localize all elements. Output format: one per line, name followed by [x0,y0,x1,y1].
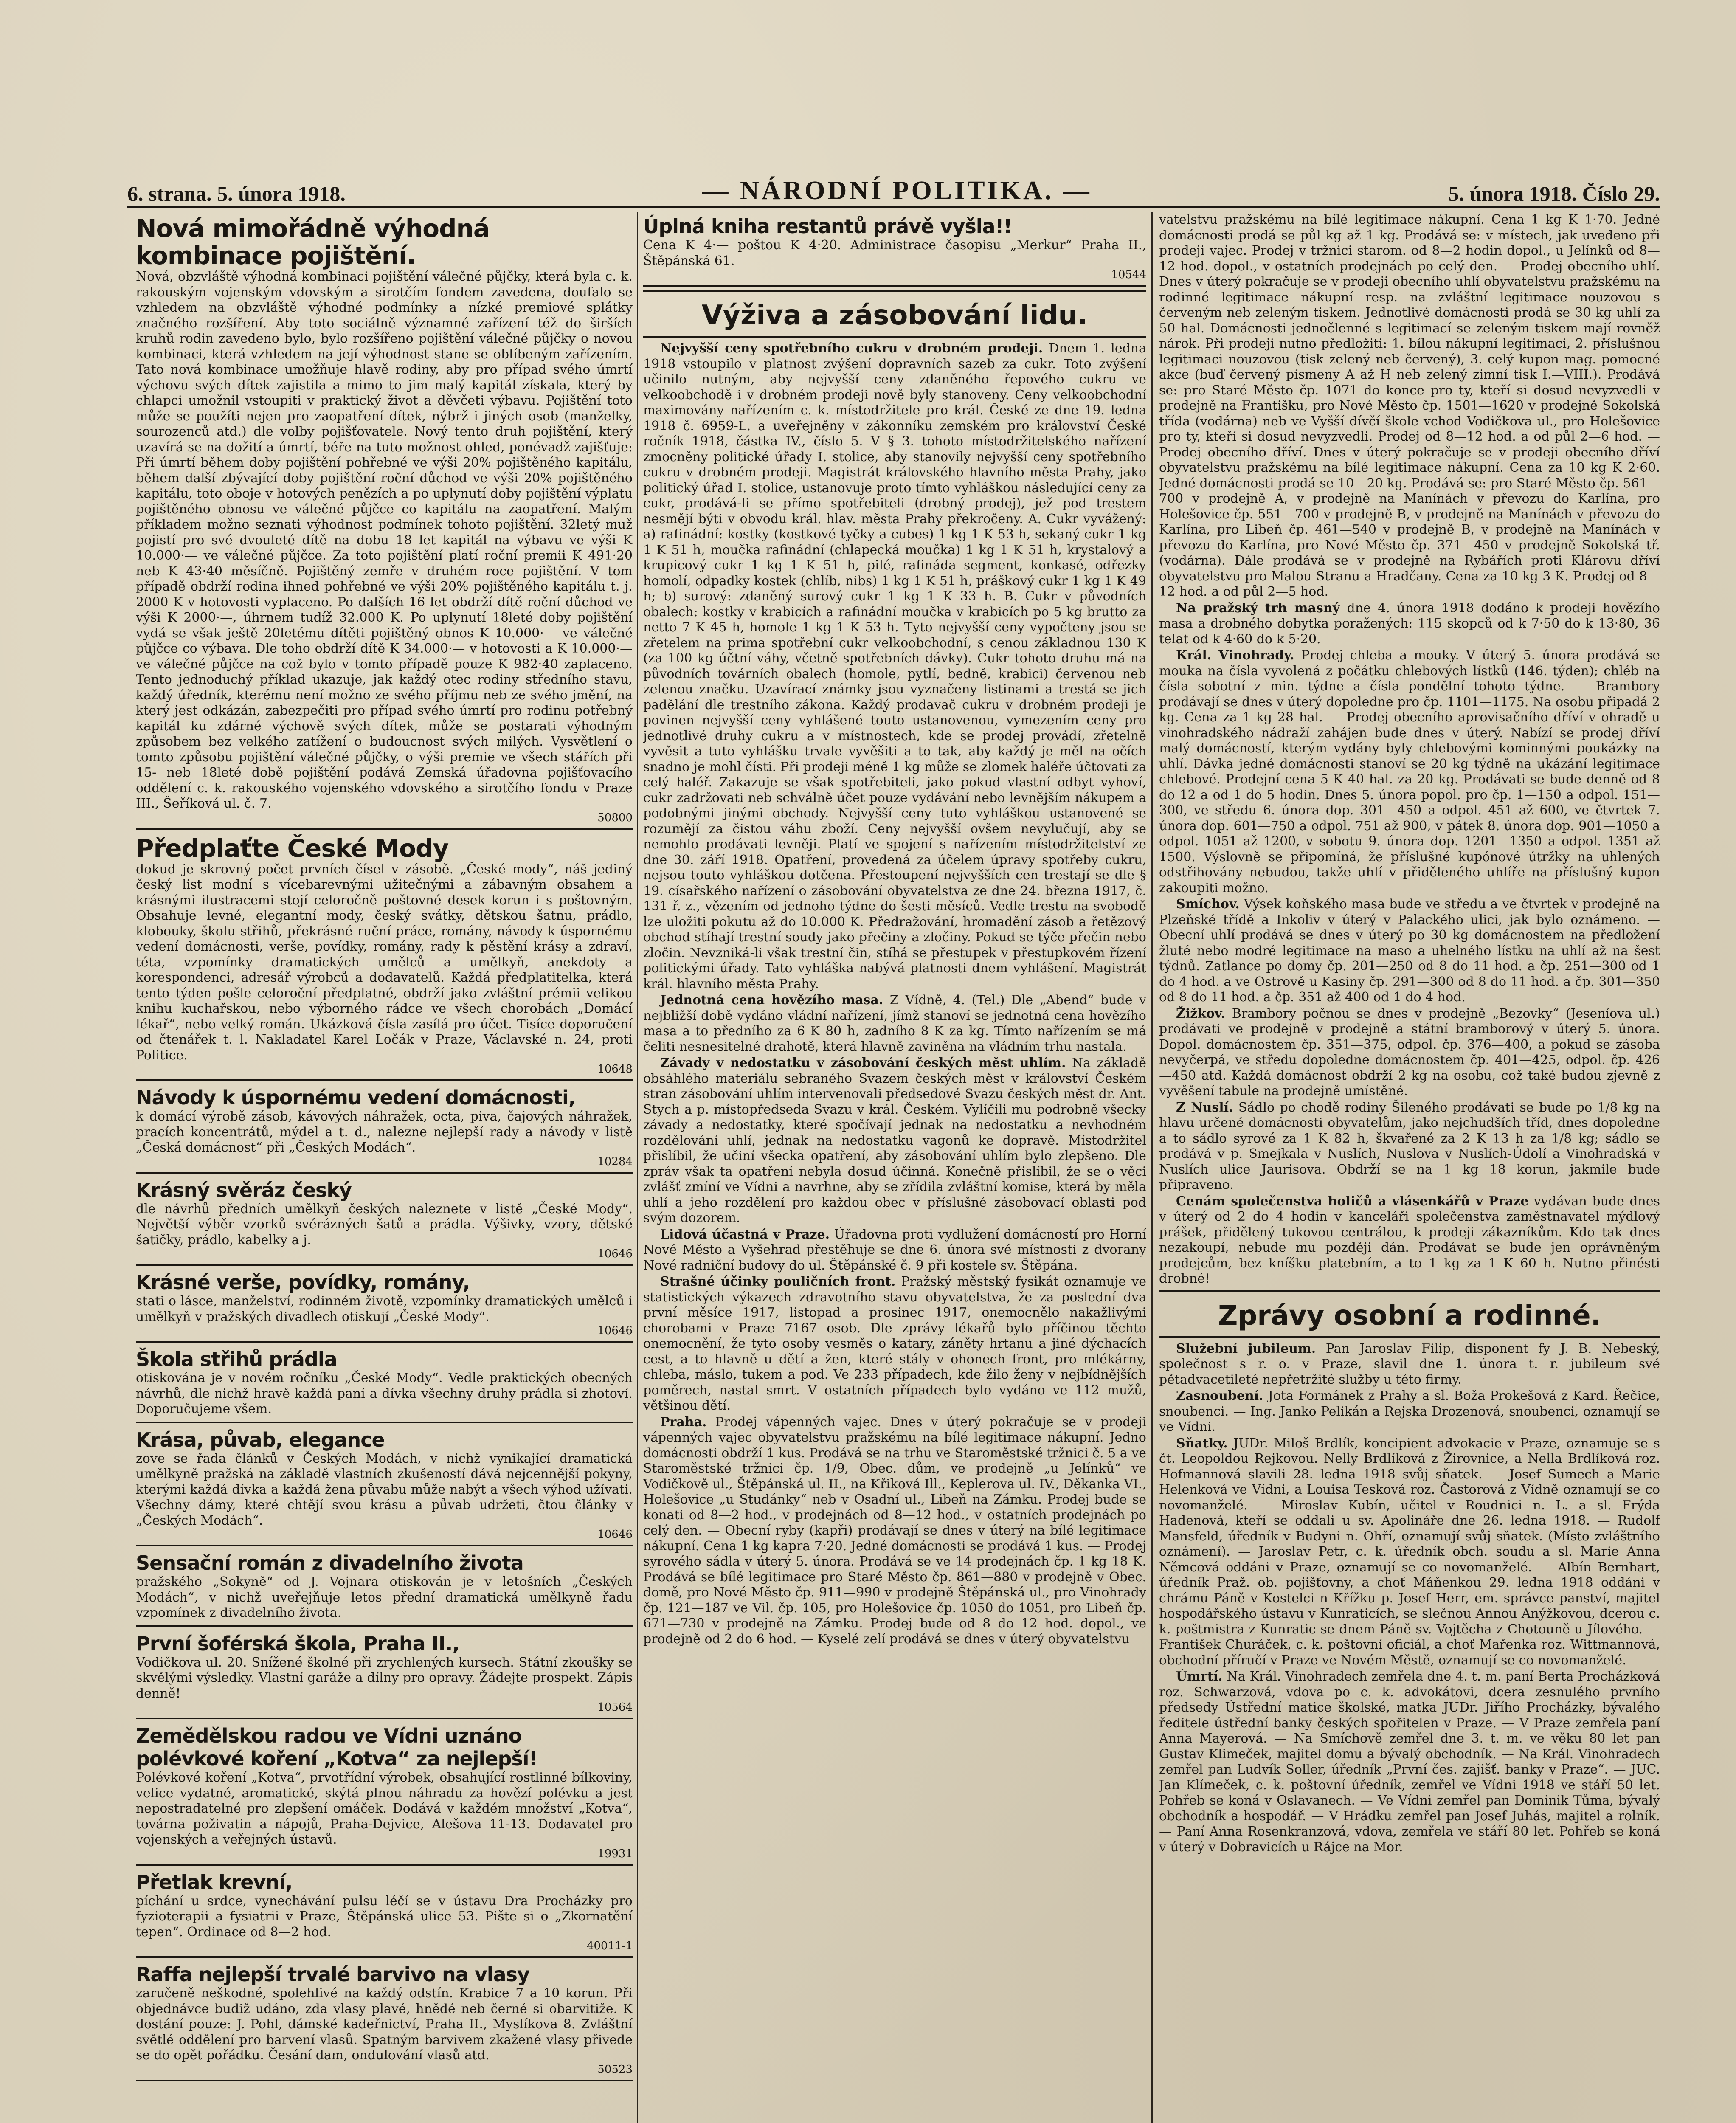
article-lead: Smíchov. [1176,897,1240,912]
ad-body: otiskována je v novém ročníku „České Mody“. Vedle praktických obecných návrhů, dle nichž hravě každá paní a dívka všechny druhy prádla si zhotoví. Doporučujeme všem. [136,1371,633,1416]
ad-number: 10646 [597,1247,633,1260]
article-lead: Král. Vinohrady. [1176,648,1294,663]
article-text: Na základě obsáhlého materiálu sebraného Svazem českých měst v království Českém stran zásobování uhlím intervenovali předsedové Svazu českých měst dr. Ant. Stych a p. místopředseda Svazu v král. Českém. Vylíčili mu podrobně všecky závady a nedostatky, které spočívají jednak na nedostatku a nevhodném rozdělování uhlí, jednak na nedostatku vagonů ke dopravě. Místodržitel přislíbil, že učiní všecka opatření, aby zásobování uhlím bylo zlepšeno. Dle zpráv však ta opatření nebyla dosud účinná. Konečně přislíbil, že se o věci zvlášť zmíní ve Vídni a navrhne, aby se zřídila zvláštní komise, která by měla uhlí a jeho rozdělení pro každou obec v příslušné zásobovací oblasti pod svým dozorem. [643,1056,1146,1225]
article-text: Pražský městský fysikát oznamuje ve statistických výkazech zdravotního stavu obyvatelstva, že za poslední dva první měsíce 1917, listopad a prosinec 1917, onemocnělo nakažlivými chorobami v Praze 7167 osob. Dle zprávy lékařů bylo příčinou těchto onemocnění, že tyto osoby vesměs o katary, záněty hrtanu a jiné dýchacích cest, a to hlavně u dětí a žen, které stály v ohonech front, pro mlékárny, chleba, máslo, tukem a pod. Ve 233 případech, kde žilo ženy v nejbídnějších poměrech, nastal smrt. V ostatních případech bylo vydáno ve 112 mužů, většinou dětí. [643,1274,1146,1413]
article-sugar [643,341,1146,992]
ad-body: dle návrhů předních umělkyň českých naleznete v listě „České Mody“. Největší výběr vzorků svérázných šatů a prádla. Výšivky, vzory, dětské šatičky, prádlo, kabelky a j. [136,1201,633,1247]
article-text: Úřadovna proti vydlužení domácností pro Horní Nové Město a Vyšehrad přestěhuje se dne 6. února své místnosti z dvorany Nové radniční budovy do ul. Štěpánské č. 9 při kostele sv. Štěpána. [643,1227,1146,1273]
ad-heading: Sensační román z divadelního života [136,1551,523,1574]
ad-heading: Návody k úspornému vedení domácnosti, [136,1086,576,1109]
article-beef [643,993,1146,1055]
article-text: Na Král. Vinohradech zemřela dne 4. t. m. paní Berta Procházková roz. Schwarzová, vdova po c. k. advokátovi, dcera zesnulého prvního předsedy Ústřední matice školské, matka JUDr. Jiřího Procházky, bývalého ředitele ústřední banky českých spořitelen v Praze. — V Praze zemřela paní Anna Mayerová. — Na Smíchově zemřel dne 3. t. m. ve věku 80 let pan Gustav Klimeček, majitel domu a bývalý obchodník. — Na Král. Vinohradech zemřel pan Ludvík Soller, úředník „První čes. zajišť. banky v Praze“. — JUC. Jan Klímeček, c. k. poštovní úředník, zemřel ve Vídni 1918 ve stáří 50 let. Pohřeb se koná v Oslavanech. — Ve Vídni zemřel pan Dominik Tůma, bývalý obchodník a hospodář. — V Hrádku zemřel pan Josef Juhás, majitel a rolník. — Paní Anna Rosenkranzová, vdova, zemřela ve stáří 80 let. Pohřeb se koná v úterý v Dobravicích u Rájce na Mor. [1159,1669,1660,1855]
ad-heading: Krásný svěráz český [136,1178,352,1202]
article-barbers [1159,1194,1660,1287]
article-lead: Cenám společenstva holičů a vlásenkářů v Praze [1176,1194,1529,1209]
article-text: dne 4. února 1918 dodáno k prodeji hovězího masa a drobného dobytka poražených: 115 skopců od k 7·50 do k 13·80, 36 telat od k 4·60 do k 5·20. [1159,600,1660,647]
ad-navody [136,1084,633,1174]
ad-heading: Raffa nejlepší trvalé barvivo na vlasy [136,1963,529,1986]
masthead [127,168,1660,208]
article-coal [643,1056,1146,1226]
section-title-vyziva: Výživa a zásobování lidu. [701,300,1088,331]
column-rule-1 [637,212,638,2123]
ad-skola-strihu [136,1345,633,1423]
article-lead: Jednotná cena hovězího masa. [660,993,883,1008]
article-text: Jota Formánek z Prahy a sl. Boža Prokešová z Kard. Řečice, snoubenci. — Ing. Janko Pelikán a Rejska Drozenová, snoubenci, oznamují se ve Vídni. [1159,1388,1660,1434]
article-queues [643,1274,1146,1414]
article-text: Výsek koňského masa bude ve středu a ve čtvrtek v prodejně na Plzeňské třídě a Inkoliv v úterý v Palackého ulici, jak bylo oznámeno. — Obecní uhlí prodává se dnes v úterý po 30 kg domácnostem na předložení žluté nebo modré legitimace na maso a uhelného lístku na uhlí až na šest týdnů. Zatlance po domy čp. 201—250 od 8 do 11 hod. a čp. 251—300 od 1 do 4 hod. a ve Ostrově u Kasiny čp. 291—300 od 8 do 11 hod. a čp. 301—350 od 8 do 11 hod. a čp. 351 až 400 od 1 do 4 hod. [1159,897,1660,1005]
personal-deaths [1159,1669,1660,1855]
section-title-zpravy: Zprávy osobní a rodinné. [1218,1300,1601,1332]
ad-body: k domácí výrobě zásob, kávových náhražek, octa, piva, čajových náhražek, pracích koncentrátů, mýdel a t. d., nalezne nejlepší rady a návody v listě „Česká domácnost“ při „Českých Modách“. [136,1109,633,1155]
ad-heading: Krása, půvab, elegance [136,1428,385,1451]
article-smichov [1159,897,1660,1005]
ad-body: Nová, obzvláště výhodná kombinaci pojištění válečné půjčky, která byla c. k. rakouským vojenským vdovským a sirotčím fondem zavedena, doufalo se vzhledem na obzvláště výhodné podmínky a nízké premiové splátky značného rozšíření. Aby toto sociálně významné zařízení též do širších kruhů rodin zavedeno bylo, bylo rozšířeno pojištění válečné půjčky o novou kombinaci, která vzhledem na její výhodnost stane se oblíbeným zařízením. Tato nová kombinace umožňuje hlavě rodiny, aby pro případ svého úmrtí výchovu svých dítek zajistila a mimo to jim malý kapitál získala, který by chlapci umožnil vstoupiti v praktický život a děvčeti výbavu. Pojištění toto může se použíti nejen pro zaopatření dítek, nýbrž i jiných osob (manželky, sourozenců atd.) dle volby pojišťovatele. Nový tento druh pojištění, který uzavírá se na dožití a úmrtí, béře na tuto možnost ohled, ponévadž zajišťuje: Při úmrtí během doby pojištění pohřebné ve výši 20% pojištěného kapitálu, během další zbývající doby pojištění roční důchod ve výši 20% pojištěného kapitálu, toto oboje v hotových penězích a po uplynutí doby pojištění výplatu pojištěného obnosu ve válečné půjčce co kapitálu na zaopatření. Malým příkladem možno seznati výhodnost podmínek tohoto pojištění. 32letý muž pojistí pro své dvouleté dítě na dobu 18 let kapitál na výbavu ve výši K 10.000·— ve válečné půjčce. Za toto pojištění platí roční premii K 491·20 neb K 43·40 měsíčně. Pojištěný zemře v druhém roce pojištění. V tom případě obdrží rodina ihned pohřebné ve výši 20% pojištěného kapitálu t. j. 2000 K v hotovosti vyplaceno. Po dalších 16 let obdrží dítě roční důchod ve výši K 2000·—, úhrnem tudíž 32.000 K. Po uplynutí 18leté doby pojištění vydá se však ještě 20letému dítěti pojištěný obnos K 10.000·— ve válečné půjčce co výbava. Dle toho obdrží dítě K 34.000·— v hotovosti a K 10.000·— ve válečné půjčce na což bylo v tomto případě pouze K 982·40 zaplaceno. Tento jednoduchý příklad ukazuje, jak každý otec rodiny středního stavu, každý úředník, kterému není možno ze svého příjmu neb ze svého jmění, na který jest odkázán, zabezpečiti pro případ svého úmrtí pro rodinu potřebný kapitál ku zdárné výchově svých dítek, může se postarati výhodným způsobem bez velkého zatížení o budoucnost svých milých. Vysvětlení o tomto způsobu pojištění válečné půjčky, o výši premie ve všech stářích při 15- neb 18leté době pojištění podává Zemská úřadovna pojišťovacího oddělení c. k. rakouského vojenského vdovského a sirotčího fondu v Praze III., Šeříková ul. č. 7. [136,269,633,811]
ad-number: 40011-1 [586,1940,633,1952]
ad-body: Vodičkova ul. 20. Snížené školné při zrychlených kursech. Státní zkoušky se skvělými výsledky. Vlastní garáže a dílny pro opravy. Žádejte prospekt. Zápis denně! [136,1655,633,1701]
ad-kotva [136,1722,633,1866]
column-rule-2 [1151,212,1153,2123]
ad-number: 19931 [597,1847,633,1860]
article-text: Dnem 1. ledna 1918 vstoupilo v platnost zvýšení dopravních sazeb za cukr. Toto zvýšení učinilo nutným, aby nejvyšší ceny zdaněného řepového cukru ve velkoobchodě i v drobném prodeji nově byly stanoveny. Ceny velkoobchodní maximovány nařízením c. k. místodržitele pro král. České ze dne 19. ledna 1918 č. 6959-L. a uveřejněny v zákonníku zemském pro království České ročník 1918, částka IV., číslo 5. V § 3. tohoto místodržitelského nařízení zmocněny politické úřady I. stolice, aby stanovily nejvyšší ceny spotřebního cukru v drobném prodeji. Magistrát královského hlavního města Prahy, jako politický úřad I. stolice, ustanovuje proto tímto vyhláškou následující ceny za cukr, prodává-li se přímo spotřebiteli (drobný prodej), jež pod trestem nesmějí býti v obvodu král. hlav. města Prahy překročeny. A. Cukr vyvážený: a) rafinádní: kostky (kostkové tyčky a cubes) 1 kg 1 K 53 h, sekaný cukr 1 kg 1 K 51 h, moučka rafinádní (chlapecká moučka) 1 kg 1 K 51 h, krystalový a krupicový cukr 1 kg 1 K 51 h, pilé, rafináda segment, konkasé, odřezky homolí, odpadky kostek (chlíb, nibs) 1 kg 1 K 51 h, práškový cukr 1 kg 1 K 49 h; b) surový: zdaněný surový cukr 1 kg 1 K 33 h. B. Cukr v původních obalech: kostky v krabicích a rafinádní moučka v krabicích po 5 kg brutto za netto 7 K 45 h, homole 1 kg 1 K 53 h. Tyto nejvyšší ceny vypočteny jsou se zřetelem na prima spotřební cukr velkoobchodní, s cenou základnou 130 K (za 100 kg účtní váhy, včetně spotřebních dávky). Cukr tohoto druhu má na původních továrních obalech (homole, pytlí, bedně, krabici) červenou neb zelenou značku. Uzavírací známky jsou vyznačeny listinami a trestá se jich padělání dle trestního zákona. Každý prodavač cukru v drobném prodeji je povinen nejvyšší ceny vyhlášené touto ustanovenou, vymezením ceny pro jednotlivé druhy cukru a v místnostech, kde se prodej provádí, zřetelně vyvěsit a tuto vyhlášku trvale vyvěšiti a to tak, aby každý je měl na očích snadno je mohl čísti. Při prodeji méně 1 kg může se zlomek haléře účtovati za celý haléř. Zakazuje se však spotřebiteli, jako pokud vlastní odbyt vyhoví, cukr zadržovati neb schválně účet pouze vydávání nebo levnějším nákupem a podobnými jinými obchody. Nejvyšší ceny tuto vyhláškou ustanovené se rozumějí za čistou váhu zboží. Ceny nejvyšší ovšem nevylučují, aby se nemohlo prodávati levněji. Platí ve spojení s nařízením místodržitelství ze dne 30. září 1918. Opatření, provedená za účelem úpravy spotřeby cukru, nejsou touto vyhláškou dotčena. Přestoupení nejvyšších cen trestají se dle § 19. císařského nařízení o zásobování obyvatelstva ze dne 24. března 1917, č. 131 ř. z., vězením od jednoho týdne do šesti měsíců. Vedle trestu na svobodě lze uložiti pokutu až do 10.000 K. Předražování, hromadění zásob a řetězový obchod stíhají trestní soudy jako přečiny a zločiny. Pokud se týče přečin nebo zločin. Nevzniká-li však trestní čin, stíhá se přestupek v přestupkovém řízení politickými úřady. Tato vyhláška nabývá platnosti dnem vyhlášení. Magistrát král. hlavního města Prahy. [643,341,1146,991]
article-text: Z Vídně, 4. (Tel.) Dle „Abend“ bude v nejbližší době vydáno vládní nařízení, jímž stanoví se jednotná cena hovězího masa a to předního za 6 K 80 h, zadního 8 K za kg. Tímto nařízením se má čeliti nesnesitelné drahotě, která hlavně zaviněna na vládním trhu nastala. [643,993,1146,1054]
ad-body: dokud je skrovný počet prvních čísel v zásobě. „České mody“, náš jediný český list modní s vícebarevnými užitečnými a zábavným obsahem a krásnými ilustracemi stojí celoročně poštovné desek korun i s poštovným. Obsahuje levné, elegantní mody, český svátky, dětskou šatnu, prádlo, klobouky, školu střihů, překrásné ruční práce, romány, návody k úspornému vedení domácnosti, verše, povídky, romány, rady k pěstění krásy a zdraví, téta, vzpomínky dramatických umělců a umělkyň, anekdoty a korespondenci, adresář výrobců a dodavatelů. Každá předplatitelka, která tento týden pošle celoroční předplatné, obdrží jako zvláštní prémii velikou knihu kuchařskou, nebo výborného rádce ve všech chorobách „Domácí lékař“, nebo velký román. Ukázková čísla zasílá pro účet. Tisíce doporučení od čtenářek t. l. Nakladatel Karel Ločák v Praze, Václavské n. 24, proti Politice. [136,862,633,1063]
ad-heading: Úplná kniha restantů právě vyšla!! [643,215,1012,238]
ad-heading: První šoférská škola, Praha II., [136,1632,459,1655]
article-praha [643,1415,1146,1647]
column-continued [1159,212,1660,2123]
article-text: Prodej chleba a mouky. V úterý 5. února prodává se mouka na čísla vyvolená z počátku chlebových lístků (146. týden); chléb na čísla sobotní z min. týdne a čísla pondělní tohoto týdne. — Brambory prodávají se dnes v úterý dopoledne pro čp. 1101—1175. Na osobu připadá 2 kg. Cena za 1 kg 28 hal. — Prodej obecního aprovisačního dříví v ohradě u vinohradského nádraží zahájen bude dnes v úterý. Nabízí se prodej dříví malý domácností, kterým vydány byly chlebovými kominnými poukázky na uhlí. Dávka jedné domácnosti stanoví se 20 kg týdně na ukázání legitimace chlebové. Prodejní cena 5 K 40 hal. za 20 kg. Prodávati se bude denně od 8 do 12 a od 1 do 5 hodin. Dnes 5. února popol. pro čp. 1—150 a odpol. 151—300, ve středu 6. února dop. 301—450 a odpol. 451 až 600, ve čtvrtek 7. února dop. 601—750 a odpol. 751 až 900, v pátek 8. února dop. 901—1050 a odpol. 1051 až 1200, v sobotu 9. února dop. 1201—1350 a odpol. 1351 až 1500. Výslovně se připomíná, že příslušné kupónové útržky na uhlených odstřihovány nebudou, takže uhlí v přiděleného uhlíře na příslušný kupon zakoupiti možno. [1159,648,1660,895]
article-lead: Služební jubileum. [1176,1341,1316,1356]
personal-weddings [1159,1436,1660,1669]
article-nusle [1159,1100,1660,1193]
ad-heading: Zemědělskou radou ve Vídni uznáno polévkové koření „Kotva“ za nejlepší! [136,1724,537,1770]
article-text: JUDr. Miloš Brdlík, koncipient advokacie v Praze, oznamuje se s čt. Leopoldou Rejkovou. Nelly Brdlíková z Žirovnice, a Nella Brdlíková roz. Hofmannová slavili 28. ledna 1918 svůj sňatek. — Josef Sumech a Marie Helenková ve Vídni, a Louisa Tesková roz. Častorová z Vídně oznamují se co novomanželé. — Miroslav Kubín, učitel v Roudnici n. L. a sl. Frýda Hadenová, kteří se oddali u sv. Apolináře dne 26. ledna 1918. — Rudolf Mansfeld, úředník v Budyni n. Ohří, oznamují svůj sňatek. (Místo zvláštního oznámení). — Jaroslav Petr, c. k. úředník obch. soudu a sl. Marie Anna Němcová oddáni v Praze, oznamují se co novomanželé. — Albín Bernhart, úředník Praž. ob. pojišťovny, a choť Máňenkou 29. ledna 1918 oddáni v chrámu Páně v Kostelci n Křížku p. Josef Herr, em. správce panství, majitel hospodářského ústavu v Kunraticích, se slečnou Annou Anýžkovou, dcerou c. k. poštmistra z Kunratic se dnem Páně sv. Vojtěcha z Chotouně u Jílového. — František Churáček, c. k. poštovní oficiál, a choť Mařenka roz. Wittmannová, obchodní příručí v Praze ve Novém Městě, oznamují se co novomanželé. [1159,1436,1660,1668]
ad-heading: Škola střihů prádla [136,1348,337,1371]
ad-sveraz [136,1176,633,1266]
article-text: Sádlo po chodě rodiny Šileného prodávati se bude po 1/8 kg na hlavu určené domácnosti obyvatelům, jako nejchudších tříd, dnes dopoledne a to sádlo syrové za 1 K 82 h, škvařené za 2 K 13 h za 1/8 kg; sádlo se prodává v p. Smejkala v Nuslích, Nuslova v Nuslích-Údolí a Vinohradská v Nuslích ulice Jaurisova. Obdrží se na 1 kg 18 korun, jakmile bude připraveno. [1159,1100,1660,1192]
ad-number: 10648 [597,1063,633,1076]
ad-insurance [136,212,633,830]
article-zizkov [1159,1006,1660,1099]
article-continued [1159,212,1660,600]
article-lead: Žižkov. [1176,1006,1225,1021]
ad-number: 10564 [597,1701,633,1714]
column-advertisements [136,212,633,2123]
article-lead: Nejvyšší ceny spotřebního cukru v drobném prodeji. [660,341,1043,356]
masthead-date-left: 6. strana. 5. února 1918. [127,182,346,206]
article-vinohrady [1159,648,1660,896]
article-lead: Lidová účastná v Praze. [660,1227,830,1242]
ad-number: 10646 [597,1324,633,1337]
ad-body: zove se řada článků v Českých Modách, v nichž vynikající dramatická umělkyně pražská na základě vlastních zkušeností dává nejcennější pokyny, kterými každá dívka a každá žena půvabu může nabýt a všech výhod užívati. Všechny dámy, které chtějí svou krásu a půvab udržeti, čtou články v „Českých Modách“. [136,1451,633,1528]
ad-krasa [136,1426,633,1547]
column-food-supply [643,212,1146,2123]
ad-verse [136,1268,633,1343]
ad-number: 10544 [1111,268,1146,281]
article-text: Brambory počnou se dnes v prodejně „Bezovky“ (Jeseníova ul.) prodávati ve prodejně v prodejně a státní bramborový v úterý 5. února. Dopol. domácnostem čp. 351—375, odpol. čp. 376—400, a pokud se zásoba nevyčerpá, ve středu dopoledne domácnostem čp. 401—425, odpol. čp. 426—450 atd. Každá domácnost obdrží 2 kg na osobu, což také budou zjevně z vyvěšení tabule na prodejně umístěné. [1159,1006,1660,1098]
article-lead: Strašné účinky pouličních front. [660,1274,896,1289]
ad-body: zaručeně neškodné, spolehlivé na každý odstín. Krabice 7 a 10 korun. Při objednávce budiž udáno, zda vlasy plavé, hnědé neb černé si obarvitiže. K dostání pouze: J. Pohl, dámské kadeřnictví, Praha II., Myslíkova 8. Zvláštní světlé oddělení pro barvení vlasů. Spatným barvivem zkažené vlasy přivede se do opět pořádku. Česání dam, ondulování vlasů atd. [136,1986,633,2063]
article-text: Pan Jaroslav Filip, disponent fy J. B. Nebeský, společnost s r. o. v Praze, slavil dne 1. února t. r. jubileum své pětadvacetileté nepřetržité služby u této firmy. [1159,1341,1660,1387]
ad-number: 50523 [597,2063,633,2076]
ad-ceske-mody [136,832,633,1081]
ad-heading: Přetlak krevní, [136,1870,293,1894]
article-lead: Úmrtí. [1176,1669,1223,1684]
ad-roman [136,1549,633,1627]
ad-number: 10646 [597,1528,633,1541]
article-lead: Závady v nedostatku v zásobování českých měst uhlím. [660,1056,1066,1070]
masthead-date-right: 5. února 1918. Číslo 29. [1448,182,1660,206]
article-text: vatelstvu pražskému na bílé legitimace nákupní. Cena 1 kg K 1·70. Jedné domácnosti prodá se půl kg až 1 kg. Prodává se: v místech, jak uvedeno při prodeji vajec. Prodej v tržnici starom. od 8—2 hodin dopol., u Jelínků od 8—12 hod. dopol., v ostatních prodejnách po celý den. — Prodej obecního uhlí. Dnes v úterý pokračuje se v prodeji obecního uhlí obyvatelstvu pražskému na rodinné legitimace nákupní resp. na zvláštní legitimace nouzovou s červeným neb zeleným tiskem. Jednotlivé domácnosti prodá se 30 kg uhlí za 50 hal. Domácnosti jednočlenné s legitimací se zeleným tiskem mají rovněž nárok. Při prodeji nutno předložiti: 1. bílou nákupní legitimaci, 2. příslušnou legitimaci nouzovou (tisk zelený neb červený), 3. celý kupon mag. pomocné akce (buď červený písmeny A až H neb zelený zimní tisk I.—VIII.). Prodává se: pro Staré Město čp. 1071 do konce pro ty, kteří si dosud nevyzvedli v prodejně na Františku, pro Nové Město čp. 1501—1620 v prodejně Sokolská třída (vodárna) neb ve Vyšší dívčí škole vchod Vodičkova ul., pro Holešovice pro ty, kteří si dosud nevyzvedli. Prodej od 8—12 hod. a od půl 2—6 hod. — Prodej obecního dříví. Dnes v úterý pokračuje se v prodeji obecního dříví obyvatelstvu pražskému na bílé legitimace nákupní. Cena za 10 kg K 2·60. Jedné domácnosti prodá se 10—20 kg. Prodává se: pro Staré Město čp. 561—700 v prodejně A, v prodejně na Manínách v převozu do Karlína, pro Holešovice čp. 551—700 v prodejně B, v prodejně na Manínách v převozu do Karlína, pro Libeň čp. 461—540 v prodejně B, v prodejně na Manínách v převozu do Karlína, pro Nové Město čp. 371—450 v prodejně Sokolská tř. (vodárna). Dále prodává se v prodejně na Rybářích proti Klárovu dříví obyvatelstvu pro Malou Stranu a Hradčany. Cena za 10 kg 3 K. Prodej od 8—12 hod. a od půl 2—5 hod. [1159,212,1660,599]
personal-jubilee [1159,1341,1660,1388]
article-meat-market [1159,601,1660,648]
article-lead: Z Nuslí. [1176,1100,1233,1115]
ad-body: pražského „Sokyně“ od J. Vojnara otiskován je v letošních „Českých Modách“, v nichž uveřejňuje letos přední dramatická umělkyně řadu vzpomínek z divadelního života. [136,1574,633,1620]
article-lead: Praha. [660,1414,707,1430]
article-lead: Zasnoubení. [1176,1388,1263,1403]
ad-heading: Krásné verše, povídky, romány, [136,1271,470,1294]
ad-heading: Nová mimořádně výhodná kombinace pojištění. [136,214,490,270]
section-heading-box [1159,1290,1660,1338]
ad-heading: Předplaťte České Mody [136,833,449,863]
article-office [643,1227,1146,1274]
ad-body: stati o lásce, manželství, rodinném životě, vzpomínky dramatických umělců i umělkyň v pražských divadlech otiskují „České Mody“. [136,1294,633,1324]
masthead-title: — NÁRODNÍ POLITIKA. — [702,176,1092,205]
personal-engagement [1159,1388,1660,1435]
ad-raffa [136,1960,633,2081]
article-lead: Sňatky. [1176,1436,1228,1451]
article-lead: Na pražský trh masný [1176,600,1340,616]
article-text: Prodej vápenných vajec. Dnes v úterý pokračuje se v prodeji vápenných vajec obyvatelstvu pražskému na bílé legitimace nákupní. Jedno domácnosti obdrží 1 kus. Prodává se na trhu ve Staroměstské tržnici č. 5 a ve Staroměstské tržnici čp. 1/9, Obec. dům, ve prodejně „u Jelínků“ ve Vodičkově ul., Štěpánská ul. II., na Křiková Ill., Keplerova ul. IV., Děkanka VI., Holešovice „u Studánky“ neb v Osadní ul., Libeň na Zámku. Prodej bude se konati od 8—2 hod., v prodejnách od 8—12 hod., v ostatních prodejnách po celý den. — Obecní ryby (kapři) prodávají se dnes v úterý na bílé legitimace nákupní. Cena 1 kg kapra 7·20. Jedné domácnosti se prodává 1 kus. — Prodej syrového sádla v úterý 5. února. Prodává se ve 14 prodejnách čp. 1 kg 18 K. Prodává se bílé legitimace pro Staré Město čp. 861—880 v prodejně v Obec. domě, pro Nové Město čp. 911—990 v prodejně Štěpánská ul., pro Vinohrady čp. 121—187 ve Vil. čp. 105, pro Holešovice čp. 1050 do 1051, pro Libeň čp. 671—730 v prodejně na Zámku. Prodej bude od 8 do 12 hod. dopol., ve prodejně od 2 do 6 hod. — Kyselé zelí prodává se dnes v úterý obyvatelstvu [643,1414,1146,1647]
ad-number: 50800 [597,811,633,824]
article-text: vydávan bude dnes v úterý od 2 do 4 hodin v kanceláři společenstva zaměstnavatel mýdlový prášek, přidělený tukovou centrálou, k prodeji zákazníkům. Kdo tak dnes nezakoupí, nebude mu později dán. Prodávat se bude jen oprávněným prodejcům, bez kníšku platebním, a to 1 kg za 1 K 60 h. Nutno přinésti drobné! [1159,1194,1660,1286]
ad-number: 10284 [597,1155,633,1168]
ad-body: Polévkové koření „Kotva“, prvotřídní výrobek, obsahující rostlinné bílkoviny, velice vydatné, aromatické, skýtá plnou náhradu za hovězí polévku a jest nepostradatelné pro zlepšení omáček. Dodává v každém množství „Kotva“, továrna poživatin a nápojů, Praha-Dejvice, Alešova 11-13. Dodavatel pro vojenských a veřejných ústavů. [136,1770,633,1847]
ad-pretlak [136,1868,633,1958]
ad-restanty [643,212,1146,287]
ad-body: Cena K 4·— poštou K 4·20. Administrace časopisu „Merkur“ Praha II., Štěpánská 61. [643,238,1146,268]
ad-soferska-skola [136,1630,633,1720]
ad-body: píchání u srdce, vynechávání pulsu léčí se v ústavu Dra Procházky pro fyzioterapii a fysiatrii v Praze, Štěpánská ulice 53. Pište si o „Zkornatění tepen“. Ordinace od 8—2 hod. [136,1893,633,1940]
section-heading-box [643,290,1146,338]
